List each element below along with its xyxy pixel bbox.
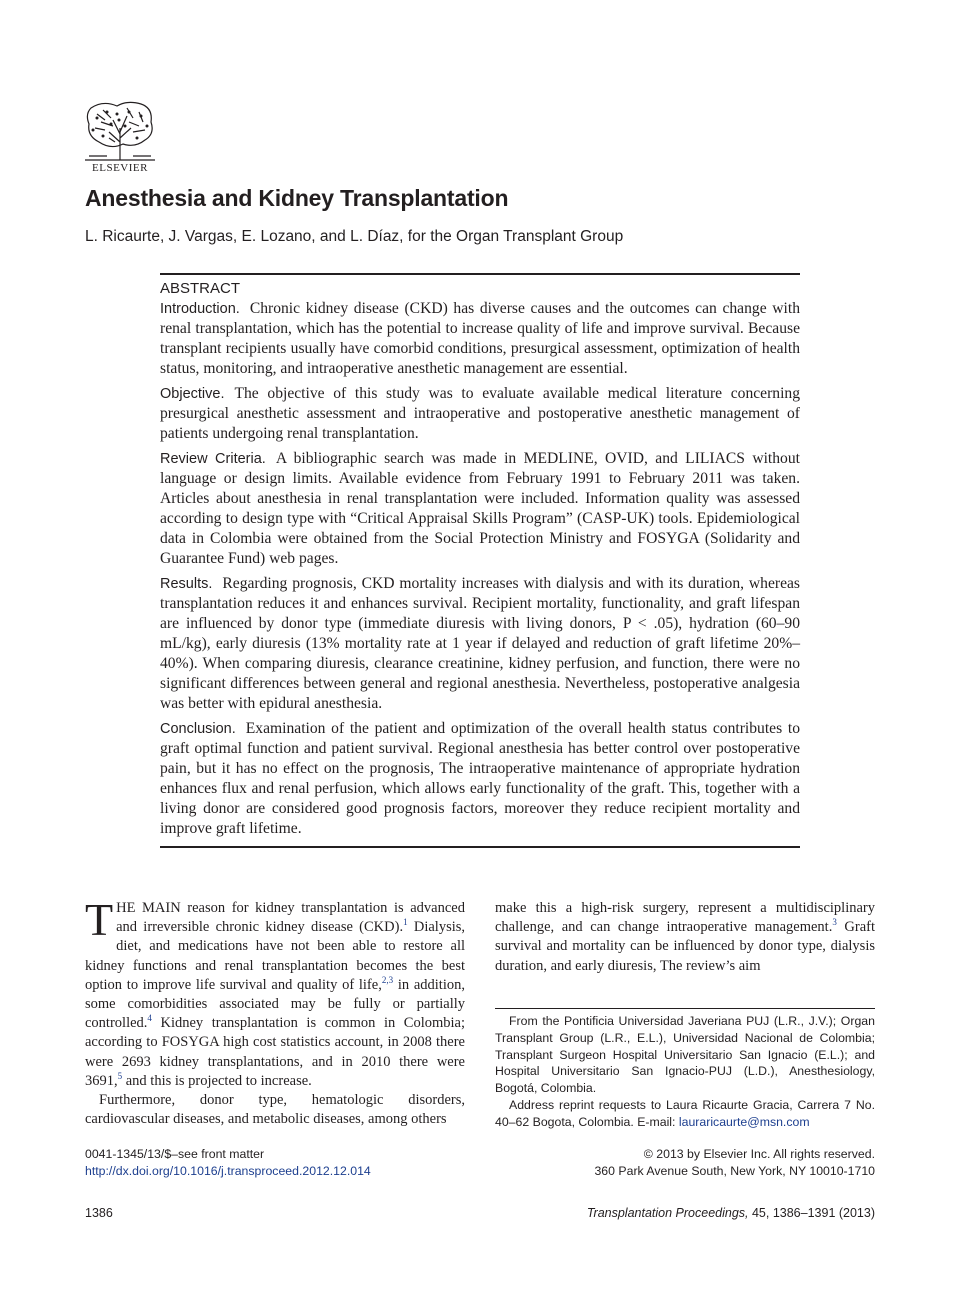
abstract-box — [160, 273, 800, 848]
reference-link[interactable]: 2,3 — [381, 974, 394, 985]
body-text: Kidney transplantation is common in Colombia; according to FOSYGA high cost statistics account, in 2008 there were 2693 kidney transplantations, and in 2010 there were 3691, — [85, 1015, 465, 1089]
body-text: and this is projected to increase. — [122, 1072, 312, 1089]
abstract-objective — [160, 384, 800, 444]
drop-cap: T — [85, 894, 114, 945]
journal-name: Transplantation Proceedings, — [586, 1206, 749, 1220]
article-title: Anesthesia and Kidney Transplantation — [85, 185, 509, 211]
abstract-text: The objective of this study was to evaluate available medical literature concerning presurgical anesthetic assessment and intraoperative and postoperative anesthetic management of patients undergoing renal transplantation. — [160, 385, 800, 442]
reference-link[interactable]: 1 — [403, 917, 408, 928]
reprint-address: Address reprint requests to Laura Ricaurte Gracia, Carrera 7 No. 40–62 Bogota, Colombia. E-mail: — [495, 1097, 875, 1129]
body-paragraph — [85, 1091, 465, 1129]
body-paragraph — [85, 894, 466, 1091]
abstract-label: Review Criteria. — [160, 451, 266, 467]
body-column-right — [495, 899, 875, 976]
reference-link[interactable]: 4 — [147, 1013, 152, 1024]
abstract-conclusion — [160, 719, 800, 839]
body-column-left — [85, 894, 466, 1129]
page-number: 1386 — [85, 1206, 113, 1220]
body-text: Graft survival and mortality can be influenced by donor type, dialysis duration, and early diuresis, The review’s aim — [495, 919, 876, 974]
body-text: Dialysis, diet, and medications have not been able to restore all kidney functions and renal transplantation becomes the best option to improve life survival and quality of life, — [85, 919, 466, 993]
lead-text: HE MAIN — [116, 900, 181, 916]
author-list: L. Ricaurte, J. Vargas, E. Lozano, and L. Díaz, for the Organ Transplant Group — [85, 228, 624, 245]
abstract-text: Regarding prognosis, CKD mortality increases with dialysis and with its duration, whereas transplantation reduces it and enhances survival. Recipient mortality, functionality, and graft lifespan are influenced by donor type (immediate diuresis with living donors, P < .05), hydration (60–90 mL/kg), early diuresis (13% mortality rate at 1 year if delayed and reduction of graft lifetime 20%–40%). When comparing diuresis, clearance creatinine, kidney perfusion, and function, there were no significant differences between general and regional anesthesia. Nevertheless, postoperative analgesia was better with epidural anesthesia. — [160, 575, 800, 712]
affiliation-footnote — [495, 1008, 875, 1131]
reprint-text — [495, 1097, 875, 1131]
publisher-address: 360 Park Avenue South, New York, NY 10010-1710 — [594, 1163, 875, 1178]
body-text: reason for kidney transplantation is advanced and irreversible chronic kidney disease (CKD). — [116, 900, 465, 936]
copyright-line: © 2013 by Elsevier Inc. All rights reserved. — [643, 1147, 875, 1161]
abstract-text: Chronic kidney disease (CKD) has diverse causes and the outcomes can change with renal transplantation, which has the potential to increase quality of life and improve survival. Because transplant recipients usually have comorbid conditions, presurgical assessment, optimization of health status, monitoring, and intraoperative anesthetic management are essential. — [160, 300, 800, 377]
abstract-review-criteria — [160, 449, 800, 569]
abstract-label: Results. — [160, 576, 213, 592]
footer-left — [85, 1146, 371, 1179]
body-text: make this a high-risk surgery, represent a multidisciplinary challenge, and can change intraoperative management. — [495, 900, 875, 936]
affiliation-text: From the Pontificia Universidad Javeriana PUJ (L.R., J.V.); Organ Transplant Group (L.R., E.L.), Universidad Nacional de Colombia; Transplant Surgeon Hospital Universitario San Ignacio (E.L.); and Hospital Universitario San Ignacio-PUJ (L.D.), Anesthesiology, Bogotá, Colombia. — [495, 1014, 875, 1096]
abstract-label: Objective. — [160, 386, 225, 402]
abstract-label: Conclusion. — [160, 721, 236, 737]
publisher-name: ELSEVIER — [92, 162, 148, 174]
abstract-text: A bibliographic search was made in MEDLINE, OVID, and LILIACS without language or design limits. Available evidence from February 1991 to February 2011 was taken. Articles about anesthesia in renal transplantation were included. Information quality was assessed according to design type with “Critical Appraisal Skills Program” (CASP-UK) tools. Epidemiological data in Colombia were obtained from the Social Protection Ministry and FOSYGA (Solidarity and Guarantee Fund) web pages. — [160, 450, 800, 567]
doi-link[interactable]: http://dx.doi.org/10.1016/j.transproceed.2012.12.014 — [85, 1163, 371, 1178]
journal-citation — [587, 1206, 875, 1220]
reference-link[interactable]: 3 — [832, 917, 837, 928]
email-link[interactable]: lauraricaurte@msn.com — [678, 1114, 810, 1129]
citation-details: 45, 1386–1391 (2013) — [748, 1206, 875, 1220]
body-paragraph-continued — [495, 899, 875, 976]
abstract-introduction — [160, 299, 800, 379]
body-text: Furthermore, donor type, hematologic disorders, cardiovascular diseases, and metabolic diseases, among others — [85, 1092, 465, 1128]
body-text: in addition, some comorbidities associated may be fully or partially controlled. — [85, 976, 465, 1032]
issn-line: 0041-1345/13/$–see front matter — [85, 1147, 265, 1161]
abstract-heading: ABSTRACT — [160, 280, 241, 297]
reference-link[interactable]: 5 — [117, 1071, 123, 1081]
footer-right — [594, 1146, 875, 1179]
abstract-results — [160, 574, 800, 714]
abstract-text: Examination of the patient and optimization of the overall health status contributes to graft optimal function and patient survival. Regional anesthesia has better control over postoperative pain, but it has no effect on the prognosis, The intraoperative maintenance of appropriate hydration enhances flux and renal perfusion, which allows early functionality of the graft. This, together with a living donor are considered good prognosis factors, moreover they reduce recipient mortality and improve graft lifetime. — [160, 720, 800, 837]
abstract-label: Introduction. — [160, 301, 240, 317]
